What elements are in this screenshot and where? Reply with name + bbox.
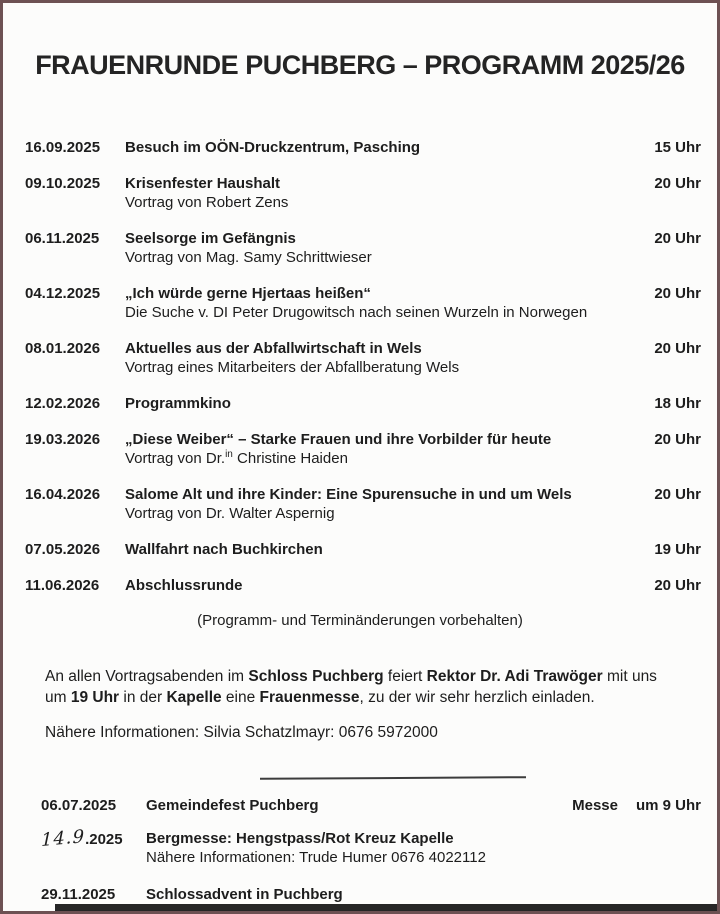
event-title: Programmkino bbox=[125, 395, 231, 412]
event-time: 20 Uhr bbox=[654, 431, 701, 448]
event-title: Krisenfester Haushalt bbox=[125, 175, 281, 192]
event-row bbox=[3, 284, 717, 322]
event-time bbox=[531, 885, 701, 904]
event-title: Gemeindefest Puchberg bbox=[146, 797, 319, 814]
event-row bbox=[3, 885, 717, 904]
event-date: 09.10.2025 bbox=[25, 175, 101, 192]
event-time: 15 Uhr bbox=[654, 139, 701, 156]
event-time: 20 Uhr bbox=[654, 175, 701, 192]
gender-superscript: in bbox=[225, 449, 233, 460]
event-body bbox=[146, 829, 531, 867]
note-text-bold: Kapelle bbox=[166, 689, 222, 706]
event-body bbox=[125, 229, 609, 267]
note-text: eine bbox=[221, 689, 260, 706]
event-title: Bergmesse: Hengstpass/Rot Kreuz Kapelle bbox=[146, 830, 454, 847]
event-subtitle: Vortrag eines Mitarbeiters der Abfallberatung Wels bbox=[125, 359, 460, 376]
event-body bbox=[125, 394, 609, 413]
event-time: 20 Uhr bbox=[654, 577, 701, 594]
event-row bbox=[3, 394, 717, 413]
event-subtitle: Vortrag von Robert Zens bbox=[125, 194, 289, 211]
subtitle-text: Christine Haiden bbox=[232, 450, 348, 467]
event-title: Schlossadvent in Puchberg bbox=[146, 886, 343, 903]
event-date: 19.03.2026 bbox=[25, 431, 101, 448]
handwritten-date: 14.9 bbox=[40, 826, 86, 851]
event-date: 16.09.2025 bbox=[25, 139, 101, 156]
event-title: Seelsorge im Gefängnis bbox=[125, 230, 296, 247]
event-title: Aktuelles aus der Abfallwirtschaft in Wels bbox=[125, 340, 422, 357]
change-disclaimer: (Programm- und Terminänderungen vorbehalten) bbox=[197, 612, 523, 629]
event-subtitle: Die Suche v. DI Peter Drugowitsch nach seinen Wurzeln in Norwegen bbox=[125, 304, 588, 321]
event-title: Salome Alt und ihre Kinder: Eine Spurensuche in und um Wels bbox=[125, 486, 572, 503]
event-title: Wallfahrt nach Buchkirchen bbox=[125, 541, 323, 558]
event-date: 06.11.2025 bbox=[25, 230, 100, 247]
note-text-bold: Rektor Dr. Adi Trawöger bbox=[426, 668, 603, 685]
note-text-bold: 19 Uhr bbox=[70, 689, 120, 706]
contact-info: Nähere Informationen: Silvia Schatzlmayr: 0676 5972000 bbox=[45, 724, 438, 741]
event-row bbox=[3, 540, 717, 559]
event-row bbox=[3, 485, 717, 523]
note-text: feiert bbox=[383, 668, 427, 685]
event-list bbox=[3, 138, 717, 595]
event-time: 19 Uhr bbox=[654, 541, 701, 558]
event-body bbox=[125, 174, 609, 212]
note-text: in der bbox=[119, 689, 167, 706]
event-date: 12.02.2026 bbox=[25, 395, 101, 412]
event-time: 20 Uhr bbox=[654, 285, 701, 302]
event-row bbox=[3, 826, 717, 867]
event-row bbox=[3, 796, 717, 815]
event-title: „Diese Weiber“ – Starke Frauen und ihre Vorbilder für heute bbox=[125, 431, 552, 448]
note-text-bold: Frauenmesse bbox=[259, 689, 360, 706]
event-body bbox=[125, 540, 609, 559]
note-text: An allen Vortragsabenden im bbox=[45, 668, 249, 685]
event-date: 16.04.2026 bbox=[25, 486, 101, 503]
event-body bbox=[125, 430, 609, 468]
note-text-bold: Schloss Puchberg bbox=[248, 668, 384, 685]
event-time bbox=[531, 829, 701, 867]
event-body bbox=[125, 485, 609, 523]
event-row bbox=[3, 339, 717, 377]
event-row bbox=[3, 174, 717, 212]
event-subtitle: Nähere Informationen: Trude Humer 0676 4022112 bbox=[146, 849, 486, 866]
event-row bbox=[3, 138, 717, 157]
mass-label: Messe bbox=[572, 797, 618, 814]
note-text: mit uns um bbox=[45, 668, 657, 706]
section-divider-line bbox=[260, 776, 526, 780]
event-subtitle bbox=[125, 449, 609, 468]
event-time: 20 Uhr bbox=[654, 230, 701, 247]
scan-artifact-bar bbox=[55, 904, 717, 911]
event-time-value: um 9 Uhr bbox=[635, 797, 701, 814]
event-body bbox=[146, 885, 531, 904]
event-time: 18 Uhr bbox=[654, 395, 701, 412]
event-body bbox=[125, 284, 609, 322]
event-body bbox=[125, 138, 609, 157]
subtitle-text: Vortrag von Dr. bbox=[125, 450, 226, 467]
note-text: , zu der wir sehr herzlich einladen. bbox=[359, 689, 595, 706]
event-date: 11.06.2026 bbox=[25, 577, 100, 594]
page-title: FRAUENRUNDE PUCHBERG – PROGRAMM 2025/26 bbox=[35, 50, 685, 80]
event-subtitle: Vortrag von Dr. Walter Aspernig bbox=[125, 505, 335, 522]
event-row bbox=[3, 229, 717, 267]
event-date: 29.11.2025 bbox=[41, 886, 116, 903]
event-title: „Ich würde gerne Hjertaas heißen“ bbox=[125, 285, 371, 302]
printed-date-part: .2025 bbox=[85, 831, 123, 848]
event-date: 08.01.2026 bbox=[25, 340, 101, 357]
event-date: 04.12.2025 bbox=[25, 285, 101, 302]
mass-note-paragraph bbox=[45, 666, 671, 708]
event-row bbox=[3, 576, 717, 595]
event-title: Abschlussrunde bbox=[125, 577, 243, 594]
event-time: 20 Uhr bbox=[654, 340, 701, 357]
event-body bbox=[125, 576, 609, 595]
event-body bbox=[125, 339, 609, 377]
extra-event-list bbox=[3, 796, 717, 914]
event-body bbox=[146, 796, 531, 815]
event-row bbox=[3, 430, 717, 468]
event-title: Besuch im OÖN-Druckzentrum, Pasching bbox=[125, 139, 421, 156]
event-date-handwritten bbox=[40, 826, 146, 867]
event-date: 06.07.2025 bbox=[41, 797, 117, 814]
event-subtitle: Vortrag von Mag. Samy Schrittwieser bbox=[125, 249, 372, 266]
event-date: 07.05.2026 bbox=[25, 541, 101, 558]
event-time bbox=[531, 796, 701, 815]
event-time: 20 Uhr bbox=[654, 486, 701, 503]
